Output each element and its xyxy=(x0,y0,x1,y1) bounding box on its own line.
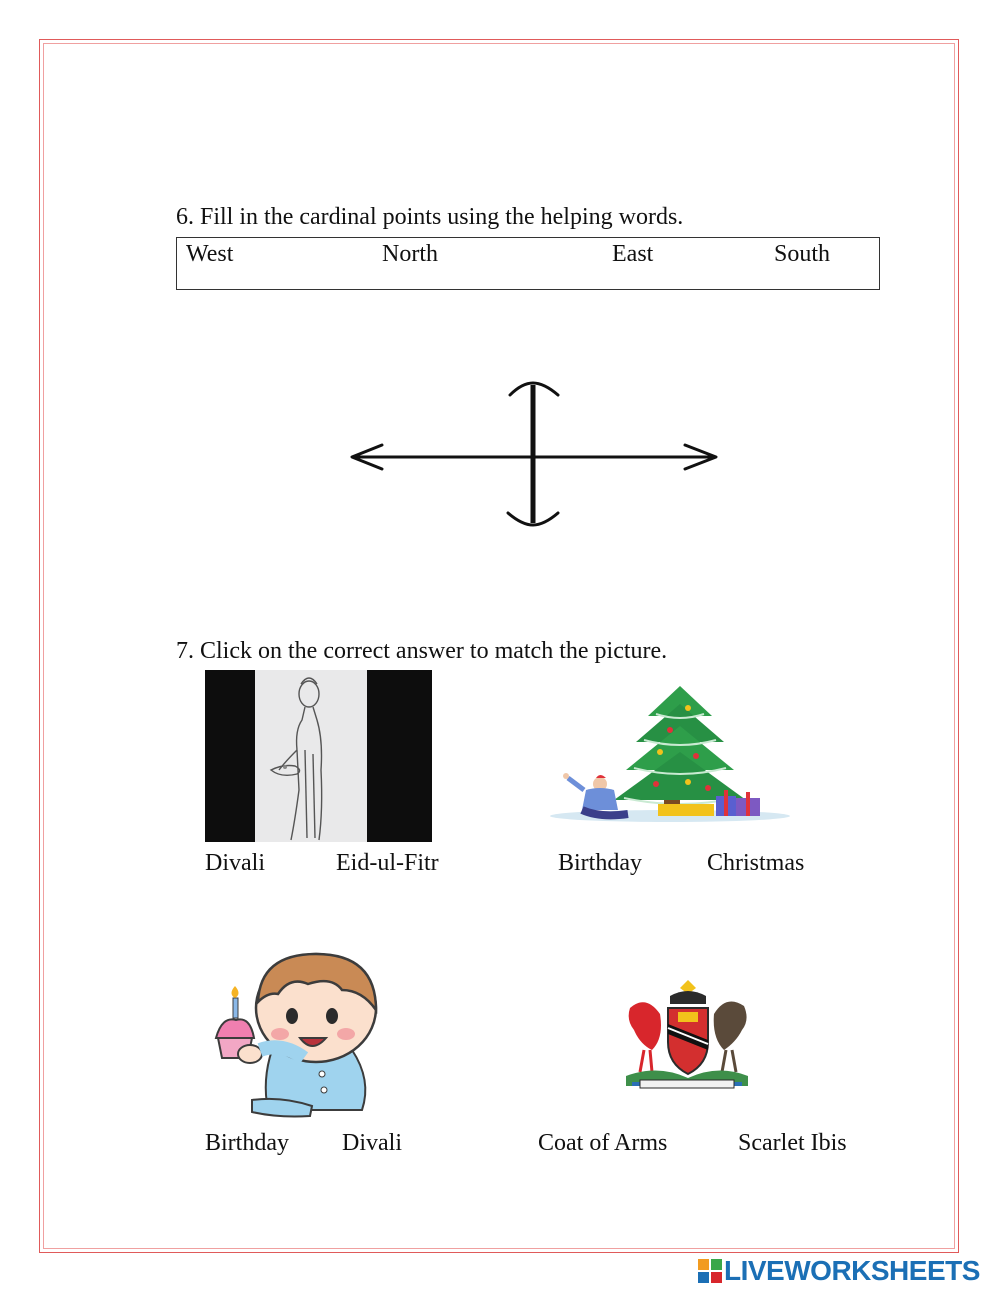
helping-words-box xyxy=(176,237,880,290)
coat-of-arms-picture xyxy=(622,980,752,1092)
answer-christmas[interactable]: Christmas xyxy=(707,850,805,876)
baby-with-cupcake-picture xyxy=(212,950,388,1122)
answer-divali-1[interactable]: Divali xyxy=(205,850,265,876)
helping-word-south: South xyxy=(774,241,831,267)
answer-birthday-2[interactable]: Birthday xyxy=(205,1130,289,1156)
answer-divali-2[interactable]: Divali xyxy=(342,1130,402,1156)
answer-scarlet-ibis[interactable]: Scarlet Ibis xyxy=(738,1130,847,1156)
helping-word-west: West xyxy=(186,241,234,267)
christmas-tree-picture xyxy=(548,686,792,826)
answer-coat-of-arms[interactable]: Coat of Arms xyxy=(538,1130,668,1156)
answer-eid-ul-fitr[interactable]: Eid-ul-Fitr xyxy=(336,850,439,876)
helping-word-east: East xyxy=(612,241,654,267)
compass-cross-diagram xyxy=(340,375,730,535)
helping-word-north: North xyxy=(382,241,438,267)
answer-birthday-1[interactable]: Birthday xyxy=(558,850,642,876)
question-6-prompt: 6. Fill in the cardinal points using the helping words. xyxy=(176,204,684,230)
liveworksheets-logo-icon xyxy=(698,1259,722,1283)
liveworksheets-logo-text: LIVEWORKSHEETS xyxy=(724,1255,980,1286)
liveworksheets-logo xyxy=(698,1257,980,1285)
woman-with-diya-picture xyxy=(205,670,432,842)
question-7-prompt: 7. Click on the correct answer to match the picture. xyxy=(176,638,668,664)
